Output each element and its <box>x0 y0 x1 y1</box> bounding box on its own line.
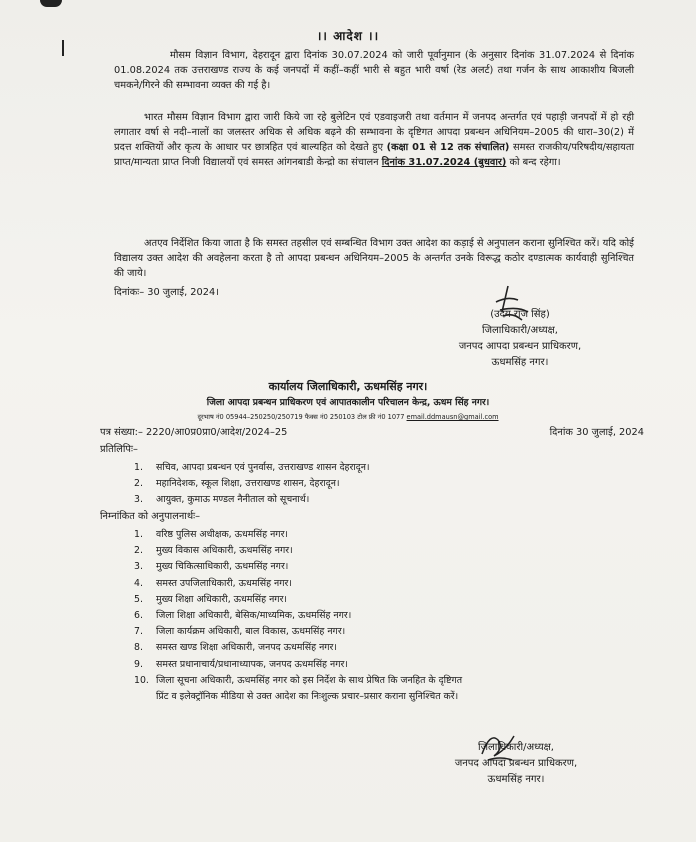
reference-number: पत्र संख्या:– 2220/आ0प्र0प्रा0/आदेश/2024–25 <box>100 427 288 438</box>
office-title: कार्यालय जिलाधिकारी, ऊधमसिंह नगर। <box>268 380 428 393</box>
copy-list <box>134 461 370 510</box>
list-item: 1. सचिव, आपदा प्रबन्धन एवं पुनर्वास, उत्तराखण्ड शासन देहरादून। <box>134 462 370 473</box>
office-contact-numbers: दूरभाष नं0 05944–250250/250719 फैक्स नं0 250103 टोल फ्री नं0 1077 <box>197 413 405 421</box>
signature-block-2 <box>428 740 604 788</box>
list-item: 6. जिला शिक्षा अधिकारी, बेसिक/माध्यमिक, ऊधमसिंह नगर। <box>134 609 352 621</box>
scan-mark-top <box>40 0 62 7</box>
signatory2-place: ऊधमसिंह नगर। <box>487 774 545 785</box>
office-subtitle: जिला आपदा प्रबन्धन प्राधिकरण एवं आपातकालीन परिचालन केन्द्र, ऊधम सिंह नगर। <box>206 397 490 408</box>
signatory-place: ऊधमसिंह नगर। <box>491 357 549 368</box>
list-item: 3. आयुक्त, कुमाऊ मण्डल नैनीताल को सूचनार्थ। <box>134 494 310 506</box>
signatory2-designation: जिलाधिकारी/अध्यक्ष, <box>478 742 554 753</box>
class-range-text: (कक्षा 01 से 12 तक संचालित) <box>386 142 510 153</box>
reference-date: दिनांक 30 जुलाई, 2024 <box>549 427 644 438</box>
order-heading: ।। आदेश ।। <box>316 29 380 43</box>
list-item: 9. समस्त प्रधानाचार्य/प्रधानाध्यापक, जनपद ऊधमसिंह नगर। <box>134 658 348 670</box>
list-item: 8. समस्त खण्ड शिक्षा अधिकारी, जनपद ऊधमसिंह नगर। <box>134 642 337 654</box>
paragraph-order <box>114 110 634 170</box>
copy-heading: प्रतिलिपिः– <box>100 444 138 455</box>
signatory2-org: जनपद आपदा प्रबन्धन प्राधिकरण, <box>454 758 578 769</box>
list-item: 7. जिला कार्यक्रम अधिकारी, बाल विकास, ऊधमसिंह नगर। <box>134 626 346 638</box>
compliance-list <box>134 528 462 690</box>
office-contact <box>0 411 696 425</box>
paragraph-order-rest: समस्त राजकीय/परिषदीय/सहायता प्राप्त/मान्यता प्राप्त निजी विद्यालयों एवं समस्त आंगनबाडी केन्द्रो का संचालन <box>114 142 634 168</box>
order-date: दिनांकः– 30 जुलाई, 2024। <box>114 287 219 298</box>
paragraph-order-end: को बन्द रहेगा। <box>509 157 561 168</box>
list-item: 4. समस्त उपजिलाधिकारी, ऊधमसिंह नगर। <box>134 577 292 589</box>
list-item: 3. मुख्य चिकित्साधिकारी, ऊधमसिंह नगर। <box>134 561 289 573</box>
paragraph-order-main: भारत मौसम विज्ञान विभाग द्वारा जारी किये जा रहे बुलेटिन एवं एडवाइजरी तथा वर्तमान में जनपद अन्तर्गत एवं पहाड़ी जनपदों में हो रही लगातार वर्षा से नदी–नालों का जलस्तर अधिक से अधिक बढ़ने की सम्भावना के दृष्टिगत आपदा प्रबन्धन अधिनियम–2005 की धारा–30(2) में प्रदत्त शक्तियों और कृत्य के आधार पर छात्रहित एवं बाल्यहित को देखते हुए <box>114 112 634 153</box>
list-item: 5. मुख्य शिक्षा अधिकारी, ऊधमसिंह नगर। <box>134 593 287 605</box>
list-item-10-continuation: प्रिंट व इलेक्ट्रॉनिक मीडिया से उक्त आदेश का निःशुल्क प्रचार–प्रसार कराना सुनिश्चित करें। <box>156 691 459 702</box>
list-item: 2. मुख्य विकास अधिकारी, ऊधमसिंह नगर। <box>134 545 293 557</box>
closure-date-text: दिनांक 31.07.2024 (बुधवार) <box>381 157 507 168</box>
office-email-link[interactable]: email.ddmausn@gmail.com <box>406 413 499 421</box>
signatory-org: जनपद आपदा प्रबन्धन प्राधिकरण, <box>458 341 582 352</box>
paragraph-forecast: मौसम विज्ञान विभाग, देहरादून द्वारा दिनांक 30.07.2024 को जारी पूर्वानुमान (के अनुसार दिनांक 31.07.2024 से दिनांक 01.08.2024 तक उत्तराखण्ड राज्य के कई जनपदों में कहीं–कहीं भारी से बहुत भारी वर्षा (रेड अलर्ट) तथा गर्जन के साथ आकाशीय बिजली चमकने/गिरने की सम्भावना व्यक्त की गई है। <box>114 50 634 91</box>
signatory-name: (उदय राज सिंह) <box>490 309 550 320</box>
compliance-heading: निम्नांकित को अनुपालनार्थः– <box>100 511 200 522</box>
signatory-designation: जिलाधिकारी/अध्यक्ष, <box>482 325 558 336</box>
signature-block-1 <box>440 307 600 371</box>
list-item: 10. जिला सूचना अधिकारी, ऊधमसिंह नगर को इस निर्देश के साथ प्रेषित कि जनहित के दृष्टिगत <box>134 674 463 686</box>
list-item: 2. महानिदेशक, स्कूल शिक्षा, उत्तराखण्ड शासन, देहरादून। <box>134 478 340 490</box>
list-item: 1. वरिष्ठ पुलिस अधीक्षक, ऊधमसिंह नगर। <box>134 529 288 540</box>
paragraph-compliance: अतएव निर्देशित किया जाता है कि समस्त तहसील एवं सम्बन्धित विभाग उक्त आदेश का कड़ाई से अनुपालन कराना सुनिश्चित करें। यदि कोई विद्यालय उक्त आदेश की अवहेलना करता है तो आपदा प्रबन्धन अधिनियम–2005 के अन्तर्गत उनके विरूद्ध कठोर दण्डात्मक कार्यवाही सुनिश्चित की जाये। <box>114 238 634 279</box>
